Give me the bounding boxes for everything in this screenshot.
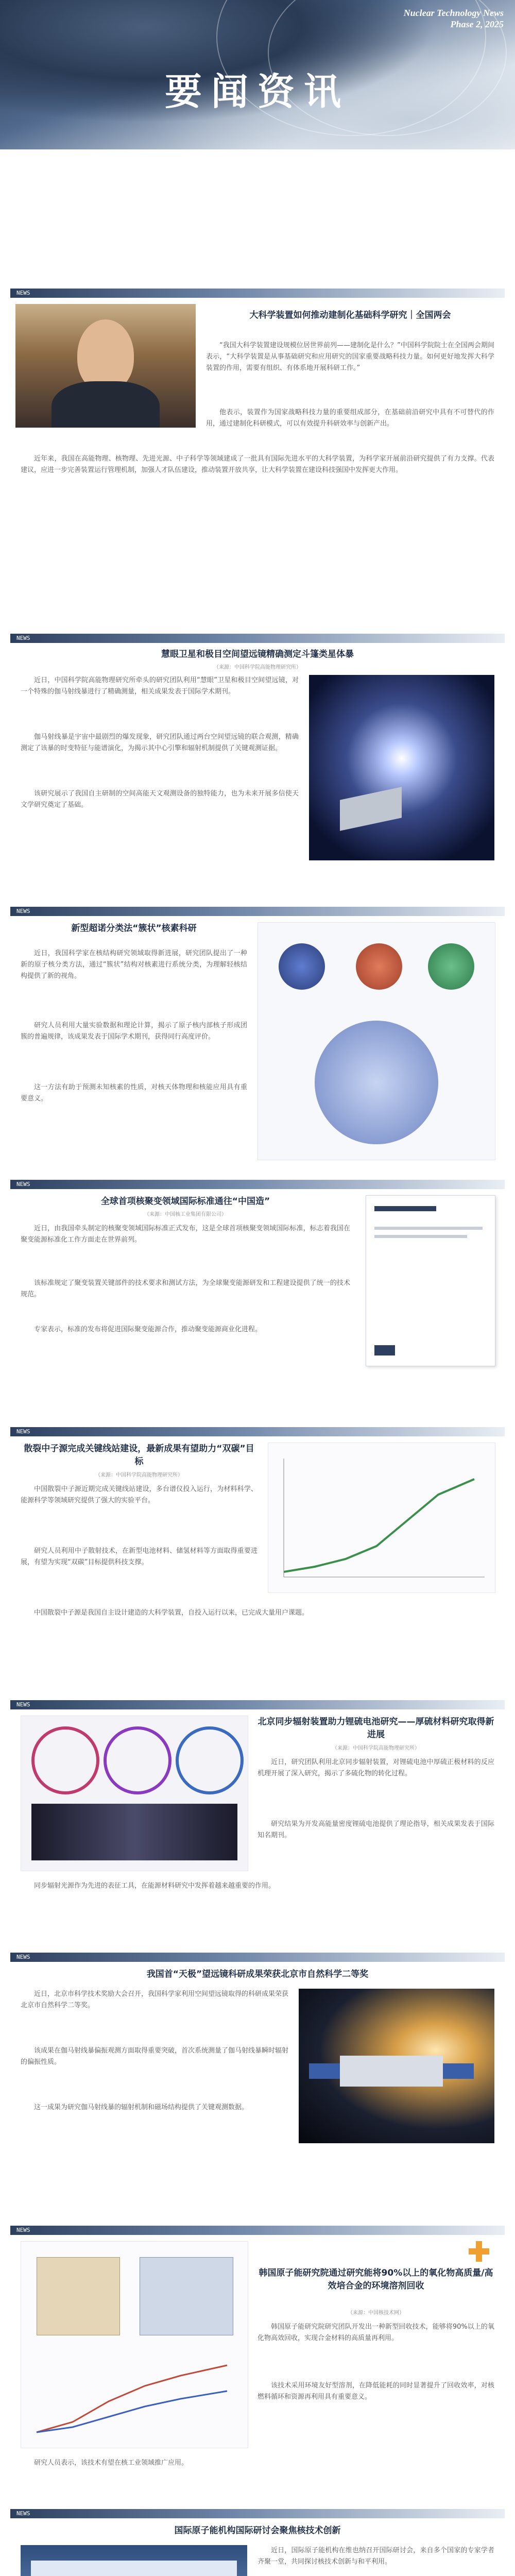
article-title: 慧眼卫星和极目空间望远镜精确测定斗篷类星体暴 xyxy=(161,649,354,659)
article-title: 新型超诺分类法“簇状”核素科研 xyxy=(71,923,197,934)
article-paragraph: 他表示，装置作为国家战略科技力量的重要组成部分，在基础前沿研究中具有不可替代的作用，通过建制化科研模式，可以有效提升科研效率与创新产出。 xyxy=(206,409,494,428)
article-source: （来源：中国科学院高能物理研究所） xyxy=(95,1472,183,1478)
article-title: 韩国原子能研究院通过研究能将90%以上的氧化物高质量/高效培合金的环境溶剂回收 xyxy=(259,2268,493,2291)
section-bar xyxy=(10,2226,505,2235)
article-source: （来源：中国核工业集团有限公司） xyxy=(144,1212,227,1217)
article-paragraph: 研究人员利用中子散射技术，在新型电池材料、储氢材料等方面取得重要进展，有望为实现“双碳”目标提供科技支撑。 xyxy=(21,1547,258,1566)
news-article xyxy=(10,907,505,1175)
conference-photo xyxy=(21,2545,247,2576)
portrait-photo xyxy=(15,304,196,428)
section-tag: NEWS xyxy=(16,1181,30,1188)
news-article xyxy=(10,1700,505,1947)
cluster-diagram xyxy=(258,922,495,1160)
section-bar xyxy=(10,634,505,643)
section-tag: NEWS xyxy=(16,635,30,641)
article-paragraph: 近日，国际原子能机构在维也纳召开国际研讨会，来自多个国家的专家学者齐聚一堂，共同探讨核技术创新与和平利用。 xyxy=(258,2547,494,2566)
article-paragraph: 该标准规定了聚变装置关键部件的技术要求和测试方法，为全球聚变能源研发和工程建设提供了统一的技术规范。 xyxy=(21,1279,350,1298)
article-title: 大科学装置如何推动建制化基础科学研究｜全国两会 xyxy=(249,310,451,320)
article-title: 散裂中子源完成关键线站建设，最新成果有望助力“双碳”目标 xyxy=(24,1444,254,1467)
article-paragraph: 近日，北京市科学技术奖励大会召开，我国科学家利用空间望远镜取得的科研成果荣获北京市自然科学二等奖。 xyxy=(21,1990,289,2009)
section-bar xyxy=(10,2509,505,2518)
article-paragraph: 伽马射线暴是宇宙中最剧烈的爆发现象，研究团队通过两台空间望远镜的联合观测，精确测定了该暴的时变特征与能谱演化，为揭示其中心引擎和辐射机制提供了关键观测证据。 xyxy=(21,733,299,752)
news-article xyxy=(10,2509,505,2576)
article-paragraph: 该成果在伽马射线暴偏振观测方面取得重要突破，首次系统测量了伽马射线暴瞬时辐射的偏振性质。 xyxy=(21,2047,289,2066)
satellite-image xyxy=(299,1989,494,2143)
article-paragraph: 近日，由我国牵头制定的核聚变领域国际标准正式发布，这是全球首项核聚变领域国际标准，标志着我国在聚变能源标准化工作方面走在世界前列。 xyxy=(21,1225,350,1244)
section-tag: NEWS xyxy=(16,1428,30,1435)
article-paragraph: 这一成果为研究伽马射线暴的辐射机制和磁场结构提供了关键观测数据。 xyxy=(34,2104,249,2111)
section-tag: NEWS xyxy=(16,2227,30,2233)
article-paragraph: 研究人员利用大量实验数据和理论计算，揭示了原子核内部核子形成团簇的普遍规律，该成果发表于国际学术期刊，获得同行高度评价。 xyxy=(21,1022,247,1041)
result-curve-icon xyxy=(21,2345,248,2448)
article-paragraph: 近日，我国科学家在核结构研究领域取得新进展，研究团队提出了一种新的原子核分类方法，通过“簇状”结构对核素进行系统分类，为理解轻核结构提供了新的视角。 xyxy=(21,950,247,980)
section-bar xyxy=(10,1427,505,1436)
article-paragraph: 韩国原子能研究院研究团队开发出一种新型回收技术，能够将90%以上的氧化物高效回收，实现合金材料的高质量再利用。 xyxy=(258,2323,494,2342)
article-paragraph: 该研究展示了我国自主研制的空间高能天文观测设备的独特能力，也为未来开展多信使天文学研究奠定了基础。 xyxy=(21,790,299,809)
article-paragraph: 中国散裂中子源是我国自主设计建造的大科学装置，自投入运行以来，已完成大量用户课题。 xyxy=(34,1609,309,1617)
page-header xyxy=(0,0,515,149)
news-article xyxy=(10,289,505,629)
article-paragraph: “我国大科学装置建设规模位居世界前列——建制化是什么？”中国科学院院士在全国两会期间表示，“大科学装置是从事基础研究和应用研究的国家重要战略科技力量。如何更好地发挥大科学装置的作用，需要有组织、有体系地开展科研工作。” xyxy=(206,342,494,372)
page-title: 要闻资讯 xyxy=(164,70,350,113)
article-paragraph: 同步辐射光源作为先进的表征工具，在能源材料研究中发挥着越来越重要的作用。 xyxy=(34,1882,276,1890)
article-title: 国际原子能机构国际研讨会聚焦核技术创新 xyxy=(174,2526,341,2536)
article-title: 我国首“天极”望远镜科研成果荣获北京市自然科学二等奖 xyxy=(146,1969,369,1979)
article-paragraph: 中国散裂中子源近期完成关键线站建设，多台谱仪投入运行，为材料科学、能源科学等领域研究提供了强大的实验平台。 xyxy=(21,1485,258,1504)
article-source: （来源：中国科学院高能物理研究所） xyxy=(214,665,301,670)
article-source: （来源：中国科学院高能物理研究所） xyxy=(332,1745,420,1751)
section-bar xyxy=(10,907,505,916)
article-title: 北京同步辐射装置助力锂硫电池研究——厚硫材料研究取得新进展 xyxy=(258,1717,494,1740)
plus-decoration-icon xyxy=(469,2241,489,2262)
article-source: （来源：中国核技术网） xyxy=(348,2310,404,2316)
space-telescope-image xyxy=(309,675,494,860)
news-article xyxy=(10,2226,505,2504)
article-paragraph: 这一方法有助于预测未知核素的性质，对核天体物理和核能应用具有重要意义。 xyxy=(21,1083,247,1103)
section-bar xyxy=(10,289,505,298)
chart-figure xyxy=(268,1443,495,1593)
journal-name: Nuclear Technology News xyxy=(403,8,504,18)
section-tag: NEWS xyxy=(16,908,30,914)
section-tag: NEWS xyxy=(16,1701,30,1708)
section-tag: NEWS xyxy=(16,290,30,296)
news-article xyxy=(10,1953,505,2221)
journal-issue: Phase 2, 2025 xyxy=(450,19,504,29)
news-article xyxy=(10,1427,505,1695)
article-paragraph: 近日，研究团队利用北京同步辐射装置，对锂硫电池中厚硫正极材料的反应机理开展了深入研究，揭示了多硫化物的转化过程。 xyxy=(258,1758,494,1777)
article-paragraph: 该技术采用环境友好型溶剂，在降低能耗的同时显著提升了回收效率，对核燃料循环和资源再利用具有重要意义。 xyxy=(258,2382,494,2401)
section-tag: NEWS xyxy=(16,1954,30,1960)
section-bar xyxy=(10,1180,505,1189)
experiment-figure xyxy=(21,2241,248,2448)
article-paragraph: 专家表示，标准的发布将促进国际聚变能源合作，推动聚变能源商业化进程。 xyxy=(34,1326,262,1333)
section-bar xyxy=(10,1953,505,1962)
article-paragraph: 近年来，我国在高能物理、核物理、先进光源、中子科学等领域建成了一批具有国际先进水平的大科学装置，为科学家开展前沿研究提供了有力支撑。代表建议，应进一步完善装置运行管理机制，加强人才队伍建设，推动装置开放共享，让大科学装置在建设科技强国中发挥更大作用。 xyxy=(21,455,494,474)
article-paragraph: 近日，中国科学院高能物理研究所牵头的研究团队利用“慧眼”卫星和极目空间望远镜，对一个特殊的伽马射线暴进行了精确测量，相关成果发表于国际学术期刊。 xyxy=(21,676,299,696)
article-paragraph: 研究人员表示，该技术有望在核工业领域推广应用。 xyxy=(34,2459,188,2467)
article-paragraph: 研究结果为开发高能量密度锂硫电池提供了理论指导，相关成果发表于国际知名期刊。 xyxy=(258,1820,494,1839)
standard-document-image xyxy=(366,1195,495,1366)
news-article xyxy=(10,1180,505,1422)
section-bar xyxy=(10,1700,505,1709)
journal-info xyxy=(404,7,504,30)
news-article xyxy=(10,634,505,902)
microscopy-figure xyxy=(21,1716,248,1871)
article-title: 全球首项核聚变领域国际标准通往“中国造” xyxy=(100,1196,270,1207)
section-tag: NEWS xyxy=(16,2510,30,2517)
trend-curve-icon xyxy=(268,1443,495,1592)
